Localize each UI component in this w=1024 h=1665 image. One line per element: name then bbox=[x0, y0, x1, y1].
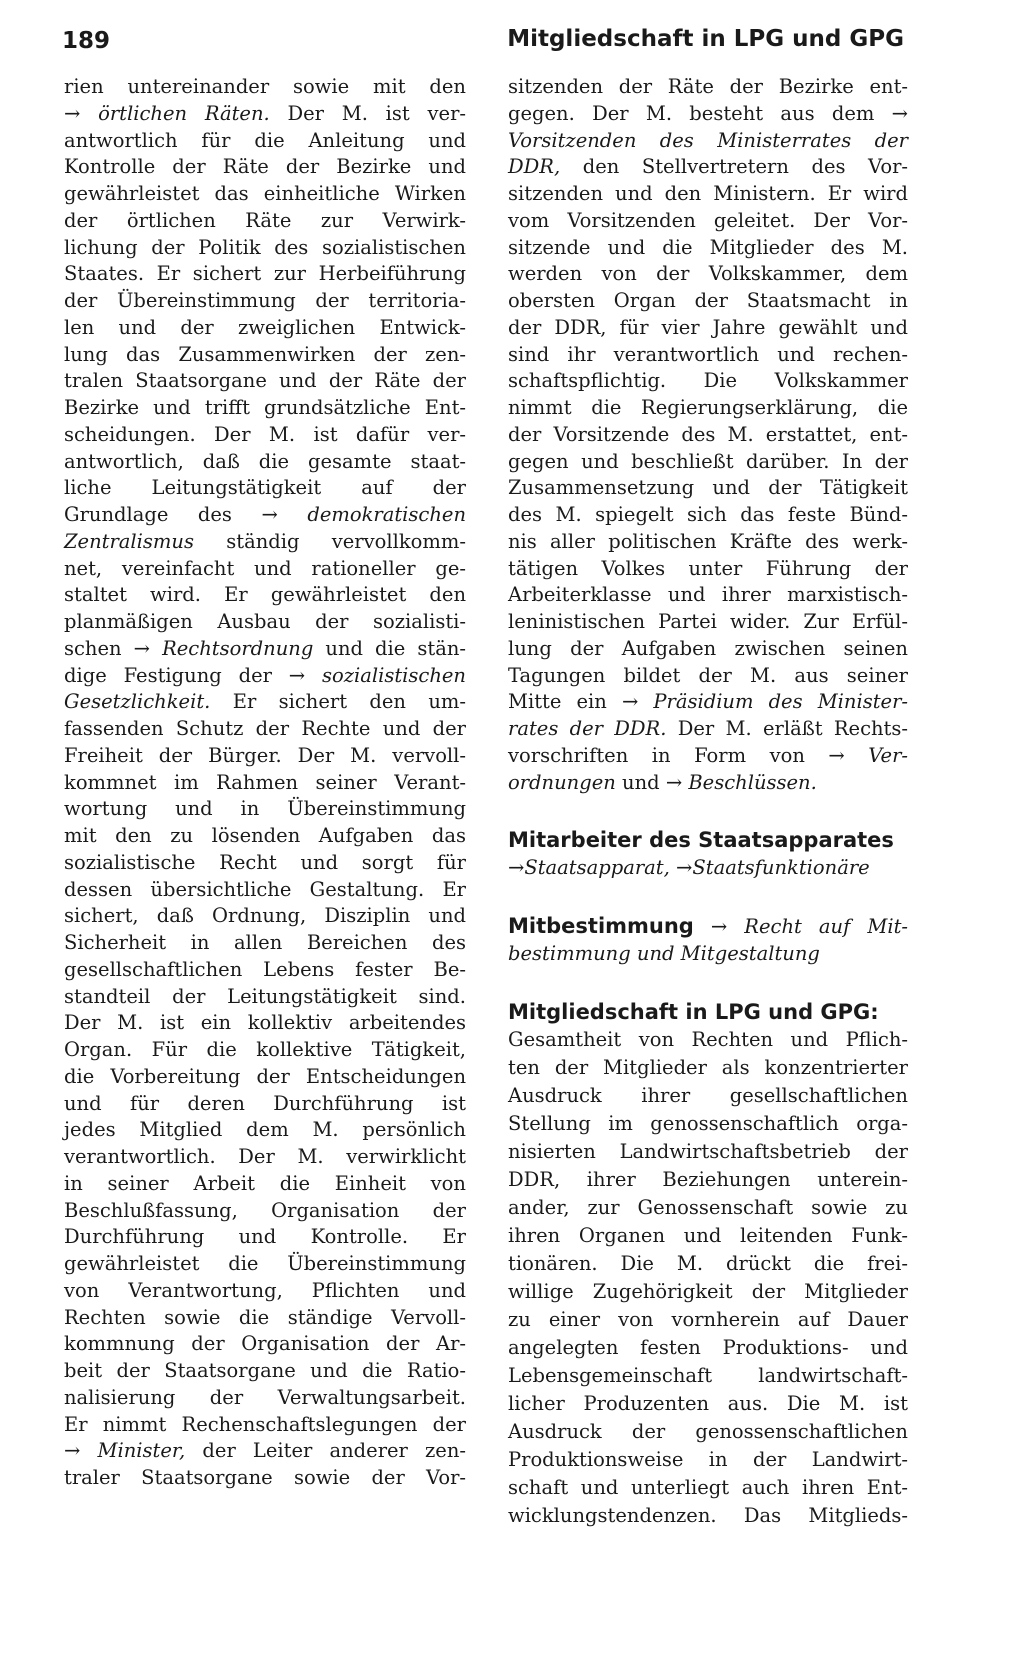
text-line: die Vorbereitung der Entscheidungen bbox=[64, 1064, 466, 1088]
text-line: obersten Organ der Staatsmacht in bbox=[508, 289, 908, 312]
text-line: Staates. Er sichert zur Herbeiführung bbox=[64, 262, 466, 286]
text-line: Ausdruck der genossenschaftlichen bbox=[508, 1420, 908, 1444]
text-line: nis aller politischen Kräfte des werk- bbox=[508, 529, 908, 553]
text-line: Lebensgemeinschaft landwirtschaft- bbox=[508, 1364, 908, 1388]
text-line: gewährleistet die Übereinstimmung bbox=[64, 1252, 466, 1275]
text-line: sitzende und die Mitglieder des M. bbox=[508, 235, 908, 259]
text-line: fassenden Schutz der Rechte und der bbox=[64, 717, 466, 740]
text-line: kommnung der Organisation der Ar- bbox=[64, 1332, 466, 1356]
text-line: der DDR, für vier Jahre gewählt und bbox=[508, 315, 908, 339]
text-line: planmäßigen Ausbau der sozialisti- bbox=[64, 610, 466, 633]
text-line: verantwortlich. Der M. verwirklicht bbox=[64, 1145, 466, 1168]
text-line: rates der DDR. Der M. erläßt Rechts- bbox=[508, 717, 908, 740]
text-line: ihren Organen und leitenden Funk- bbox=[508, 1224, 908, 1248]
entry-mitarbeiter bbox=[508, 826, 908, 882]
text-line: Beschlußfassung, Organisation der bbox=[64, 1198, 466, 1222]
text-line: Freiheit der Bürger. Der M. vervoll- bbox=[64, 743, 466, 767]
text-line: lichung der Politik des sozialistischen bbox=[64, 235, 466, 259]
text-line: net, vereinfacht und rationeller ge- bbox=[64, 556, 466, 580]
text-line: Mitte ein → Präsidium des Minister- bbox=[508, 690, 908, 714]
text-line: Grundlage des → demokratischen bbox=[64, 503, 467, 526]
text-line: Rechten sowie die ständige Vervoll- bbox=[64, 1305, 466, 1329]
text-line: wicklungstendenzen. Das Mitglieds- bbox=[508, 1504, 908, 1528]
text-line: antwortlich für die Anleitung und bbox=[64, 128, 466, 152]
text-line: sind ihr verantwortlich und rechen- bbox=[508, 342, 908, 366]
text-line: ander, zur Genossenschaft sowie zu bbox=[508, 1196, 908, 1220]
text-line: Zentralismus ständig vervollkomm- bbox=[64, 529, 466, 553]
text-line: Der M. ist ein kollektiv arbeitendes bbox=[64, 1011, 466, 1035]
text-line: rien untereinander sowie mit den bbox=[64, 75, 466, 98]
text-line: leninistischen Partei wider. Zur Erfül- bbox=[508, 610, 908, 633]
headword: Mitgliedschaft in LPG und GPG: bbox=[508, 1000, 879, 1025]
text-line: Er nimmt Rechenschaftslegungen der bbox=[64, 1412, 466, 1436]
text-line: Stellung im genossenschaftlich orga- bbox=[508, 1112, 908, 1136]
text-line: sitzenden und den Ministern. Er wird bbox=[508, 182, 908, 205]
text-line: Arbeiterklasse und ihrer marxistisch- bbox=[508, 583, 908, 607]
text-line: standteil der Leitungstätigkeit sind. bbox=[64, 984, 466, 1008]
text-line: lung der Aufgaben zwischen seinen bbox=[508, 636, 908, 660]
text-line: len und der zweiglichen Entwick- bbox=[64, 315, 466, 339]
text-line: angelegten festen Produktions- und bbox=[508, 1336, 908, 1360]
text-line: Zusammensetzung und der Tätigkeit bbox=[508, 476, 908, 500]
left-column bbox=[64, 74, 466, 1492]
page-number: 189 bbox=[62, 28, 111, 54]
text-line: traler Staatsorgane sowie der Vor- bbox=[64, 1466, 466, 1489]
headword: Mitarbeiter des Staatsapparates bbox=[508, 828, 894, 853]
entry-spacer bbox=[508, 882, 908, 904]
text-line: Tagungen bildet der M. aus seiner bbox=[508, 663, 908, 687]
text-line: gesellschaftlichen Lebens fester Be- bbox=[64, 957, 466, 981]
text-line: ten der Mitglieder als konzentrierter bbox=[508, 1056, 908, 1080]
text-line: tätigen Volkes unter Führung der bbox=[508, 556, 908, 580]
text-line: Gesetzlichkeit. Er sichert den um- bbox=[64, 690, 466, 714]
text-line: schen → Rechtsordnung und die stän- bbox=[64, 636, 466, 660]
text-line: beit der Staatsorgane und die Ratio- bbox=[64, 1359, 466, 1382]
cross-reference: bestimmung und Mitgestaltung bbox=[508, 942, 820, 966]
text-line: werden von der Volkskammer, dem bbox=[508, 262, 908, 286]
text-line: liche Leitungstätigkeit auf der bbox=[64, 476, 466, 500]
text-line: → Minister, der Leiter anderer zen- bbox=[64, 1439, 466, 1463]
text-line: Bezirke und trifft grundsätzliche Ent- bbox=[64, 396, 466, 419]
text-line: DDR, ihrer Beziehungen unterein- bbox=[508, 1168, 908, 1192]
entry-spacer bbox=[508, 968, 908, 990]
cross-reference: →Staatsapparat, →Staatsfunktionäre bbox=[508, 856, 870, 880]
text-line: gewährleistet das einheitliche Wirken bbox=[64, 182, 466, 205]
text-line: gegen und beschließt darüber. In der bbox=[508, 449, 908, 473]
text-line: sichert, daß Ordnung, Disziplin und bbox=[64, 904, 466, 928]
text-line: sitzenden der Räte der Bezirke ent- bbox=[508, 75, 908, 98]
entry-spacer bbox=[508, 796, 908, 818]
text-line: tionären. Die M. drückt die frei- bbox=[508, 1252, 908, 1276]
text-line: des M. spiegelt sich das feste Bünd- bbox=[508, 503, 908, 526]
text-line: Durchführung und Kontrolle. Er bbox=[64, 1225, 466, 1249]
text-line: und für deren Durchführung ist bbox=[64, 1091, 466, 1115]
right-column bbox=[508, 74, 908, 1530]
text-line: dige Festigung der → sozialistischen bbox=[64, 663, 466, 687]
text-line: zu einer von vornherein auf Dauer bbox=[508, 1308, 908, 1332]
text-line: schaft und unterliegt auch ihren Ent- bbox=[508, 1476, 908, 1500]
headword-line: Mitbestimmung → Recht auf Mit- bbox=[508, 914, 908, 939]
text-line: staltet wird. Er gewährleistet den bbox=[64, 583, 466, 607]
text-line: mit den zu lösenden Aufgaben das bbox=[64, 824, 466, 847]
text-line: nimmt die Regierungserklärung, die bbox=[508, 396, 908, 419]
running-head: Mitgliedschaft in LPG und GPG bbox=[507, 26, 904, 52]
text-line: scheidungen. Der M. ist dafür ver- bbox=[64, 422, 466, 446]
text-line: vorschriften in Form von → Ver- bbox=[508, 743, 908, 767]
text-line: → örtlichen Räten. Der M. ist ver- bbox=[64, 101, 466, 125]
text-line: kommnet im Rahmen seiner Verant- bbox=[64, 770, 466, 794]
text-line: ordnungen und → Beschlüssen. bbox=[508, 770, 817, 794]
text-line: der örtlichen Räte zur Verwirk- bbox=[64, 208, 466, 232]
text-line: dessen übersichtliche Gestaltung. Er bbox=[64, 877, 466, 901]
entry-mitgliedschaft bbox=[508, 998, 908, 1530]
text-line: Gesamtheit von Rechten und Pflich- bbox=[508, 1028, 908, 1052]
text-line: antwortlich, daß die gesamte staat- bbox=[64, 449, 466, 473]
text-line: Sicherheit in allen Bereichen des bbox=[64, 931, 466, 954]
text-line: DDR, den Stellvertretern des Vor- bbox=[508, 155, 908, 179]
text-line: tralen Staatsorgane und der Räte der bbox=[64, 369, 466, 393]
text-line: sozialistische Recht und sorgt für bbox=[64, 850, 466, 874]
text-line: gegen. Der M. besteht aus dem → bbox=[508, 101, 908, 125]
text-line: wortung und in Übereinstimmung bbox=[64, 797, 466, 821]
text-line: Organ. Für die kollektive Tätigkeit, bbox=[64, 1038, 466, 1061]
text-line: der Vorsitzende des M. erstattet, ent- bbox=[508, 422, 908, 446]
text-line: willige Zugehörigkeit der Mitglieder bbox=[508, 1280, 908, 1304]
text-line: Kontrolle der Räte der Bezirke und bbox=[64, 155, 466, 179]
text-line: Vorsitzenden des Ministerrates der bbox=[508, 128, 908, 152]
text-line: nalisierung der Verwaltungsarbeit. bbox=[64, 1385, 466, 1409]
page-header bbox=[0, 0, 1024, 70]
text-line: der Übereinstimmung der territoria- bbox=[64, 289, 466, 312]
text-line: jedes Mitglied dem M. persönlich bbox=[64, 1118, 466, 1142]
text-line: von Verantwortung, Pflichten und bbox=[64, 1278, 466, 1302]
text-line: schaftspflichtig. Die Volkskammer bbox=[508, 369, 908, 393]
text-line: Ausdruck ihrer gesellschaftlichen bbox=[508, 1084, 908, 1108]
text-line: lung das Zusammenwirken der zen- bbox=[64, 342, 466, 366]
text-line: Produktionsweise in der Landwirt- bbox=[508, 1448, 908, 1472]
text-line: vom Vorsitzenden geleitet. Der Vor- bbox=[508, 208, 908, 232]
text-line: licher Produzenten aus. Die M. ist bbox=[508, 1392, 908, 1416]
entry-mitbestimmung bbox=[508, 912, 908, 968]
text-line: in seiner Arbeit die Einheit von bbox=[64, 1171, 466, 1195]
text-line: nisierten Landwirtschaftsbetrieb der bbox=[508, 1140, 908, 1164]
